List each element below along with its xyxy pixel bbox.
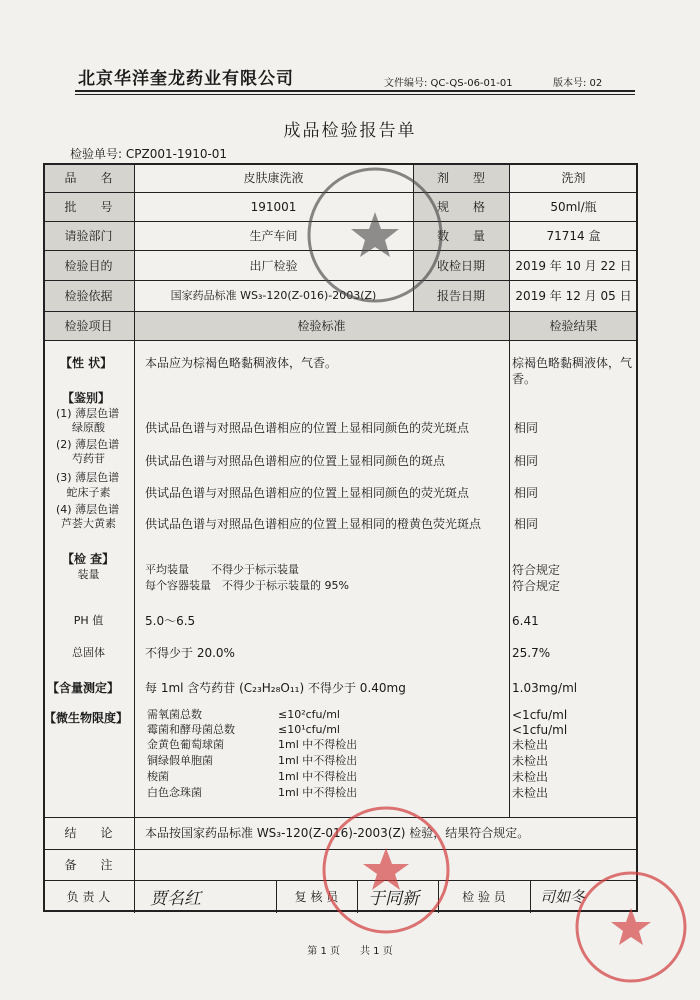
report-number: 检验单号: CPZ001-1910-01 [70,147,228,161]
value-purpose: 出厂检验 [249,259,298,273]
value-qty: 71714 盒 [546,229,601,243]
header-rule-thin [75,94,635,95]
inspector-signature: 司如冬 [540,888,586,906]
value-form: 洗剂 [561,171,586,185]
inspection-stamp [300,160,450,310]
check-ph-standard: 5.0～6.5 [145,614,196,628]
label-report-date: 报告日期 [436,289,485,303]
col-divider [134,817,135,881]
page-footer: 第 1 页 共 1 页 [307,946,393,957]
file-number: 文件编号: QC-QS-06-01-01 [384,78,513,89]
item-micro-label: 【微生物限度】 [44,711,129,725]
label-spec: 规 格 [436,200,485,214]
remark-label: 备 注 [64,858,113,872]
micro-row-name: 梭菌 [147,770,169,783]
check-fill-standard-2: 每个容器装量 不得少于标示装量的 95% [145,579,349,592]
check-solids-result: 25.7% [512,646,551,660]
ident-1-label: (1) 薄层色谱 [56,407,120,420]
micro-row-name: 需氧菌总数 [147,708,202,721]
check-fill-standard-1: 平均装量 不得少于标示装量 [145,563,299,576]
ident-2-result: 相同 [514,454,539,468]
ident-3-standard: 供试品色谱与对照品色谱相应的位置上显相同颜色的荧光斑点 [145,486,470,500]
ident-4-result: 相同 [514,517,539,531]
ident-4-standard: 供试品色谱与对照品色谱相应的位置上显相同的橙黄色荧光斑点 [145,517,482,531]
ident-2-target: 芍药苷 [72,452,105,465]
ident-3-result: 相同 [514,486,539,500]
ident-1-target: 绿原酸 [72,421,105,434]
inspector-label: 检 验 员 [462,890,506,904]
conclusion-label: 结 论 [64,826,113,840]
col-header-item: 检验项目 [64,319,113,333]
ident-2-label: (2) 薄层色谱 [56,438,120,451]
page-title: 成品检验报告单 [283,121,417,141]
value-report-date: 2019 年 12 月 05 日 [515,289,632,303]
value-name: 皮肤康洗液 [243,171,304,185]
check-fill-result-2: 符合规定 [512,579,561,593]
responsible-signature: 贾名红 [150,889,201,909]
label-purpose: 检验目的 [64,259,113,273]
ident-3-target: 蛇床子素 [66,486,111,499]
col-header-result: 检验结果 [549,319,598,333]
value-dept: 生产车间 [249,229,298,243]
ident-4-target: 芦荟大黄素 [61,517,116,530]
value-batch: 191001 [250,200,297,214]
micro-row-name: 霉菌和酵母菌总数 [147,723,235,736]
ident-3-label: (3) 薄层色谱 [56,471,120,484]
micro-row-limit: 1ml 中不得检出 [278,770,358,783]
assay-result: 1.03mg/ml [512,681,578,695]
row-divider [43,311,638,312]
item-check-label: 【检 查】 [62,552,115,566]
value-spec: 50ml/瓶 [550,200,597,214]
item-character-label: 【性 状】 [60,356,113,370]
micro-row-result: 未检出 [512,786,549,800]
micro-row-name: 铜绿假单胞菌 [147,754,213,767]
item-assay-label: 【含量测定】 [47,681,120,695]
item-character-standard: 本品应为棕褐色略黏稠液体，气香。 [145,356,338,370]
reviewer-label: 复 核 员 [294,890,339,904]
ident-1-result: 相同 [514,421,539,435]
red-seal [318,802,454,938]
check-fill-label: 装量 [77,568,100,581]
company-name: 北京华洋奎龙药业有限公司 [78,69,294,89]
assay-standard: 每 1ml 含芍药苷 (C₂₃H₂₈O₁₁) 不得少于 0.40mg [145,681,406,695]
col-header-standard: 检验标准 [297,319,346,333]
label-name: 品 名 [64,171,113,185]
item-character-result-cont: 香。 [512,372,537,386]
ident-2-standard: 供试品色谱与对照品色谱相应的位置上显相同颜色的斑点 [145,454,446,468]
micro-row-limit: ≤10²cfu/ml [278,708,340,721]
micro-row-result: <1cfu/ml [512,708,568,722]
label-qty: 数 量 [436,229,485,243]
label-batch: 批 号 [64,200,113,214]
micro-row-limit: ≤10¹cfu/ml [278,723,340,736]
micro-row-limit: 1ml 中不得检出 [278,754,358,767]
col-divider [134,880,135,913]
label-receive-date: 收检日期 [436,259,485,273]
header-rule [75,90,635,92]
conclusion-text: 本品按国家药品标准 WS₃-120(Z-016)-2003(Z) 检验，结果符合规定。 [145,826,530,840]
value-basis: 国家药品标准 WS₃-120(Z-016)-2003(Z) [170,289,377,302]
micro-row-limit: 1ml 中不得检出 [278,786,358,799]
ident-1-standard: 供试品色谱与对照品色谱相应的位置上显相同颜色的荧光斑点 [145,421,470,435]
responsible-label: 负 责 人 [66,890,111,904]
value-receive-date: 2019 年 10 月 22 日 [515,259,632,273]
ident-4-label: (4) 薄层色谱 [56,503,120,516]
reviewer-signature: 于同新 [368,889,419,909]
check-fill-result-1: 符合规定 [512,563,561,577]
micro-row-name: 白色念珠菌 [147,786,202,799]
item-ident-label: 【鉴别】 [62,391,111,405]
check-solids-label: 总固体 [72,646,105,659]
label-dept: 请验部门 [64,229,113,243]
check-ph-result: 6.41 [512,614,539,628]
check-solids-standard: 不得少于 20.0% [145,646,235,660]
col-divider [530,880,531,913]
red-seal-corner [572,868,690,986]
row-divider [43,340,638,341]
micro-row-result: 未检出 [512,754,549,768]
version-number: 版本号: 02 [553,78,603,89]
micro-row-result: 未检出 [512,738,549,752]
micro-row-name: 金黄色葡萄球菌 [147,738,224,751]
item-character-result: 棕褐色略黏稠液体，气 [512,356,633,370]
label-form: 剂 型 [436,171,485,185]
label-basis: 检验依据 [64,289,113,303]
check-ph-label: PH 值 [73,614,104,627]
micro-row-result: <1cfu/ml [512,723,568,737]
micro-row-limit: 1ml 中不得检出 [278,738,358,751]
micro-row-result: 未检出 [512,770,549,784]
